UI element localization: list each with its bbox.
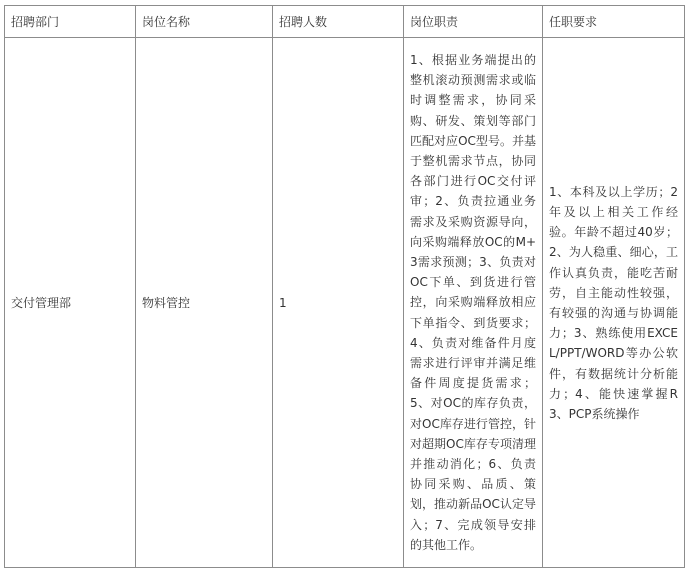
- header-position: 岗位名称: [136, 6, 273, 38]
- cell-requirements: [543, 38, 685, 568]
- table-header-row: [5, 6, 685, 38]
- cell-department: 交付管理部: [5, 38, 136, 568]
- header-headcount: 招聘人数: [273, 6, 404, 38]
- recruitment-table: [4, 5, 685, 568]
- cell-headcount: 1: [273, 38, 404, 568]
- header-duties: 岗位职责: [404, 6, 543, 38]
- header-requirements: 任职要求: [543, 6, 685, 38]
- table-row: [5, 38, 685, 568]
- duties-text: 1、根据业务端提出的整机滚动预测需求或临时调整需求，协同采购、研发、策划等部门匹配对应OC型号。并基于整机需求节点，协同各部门进行OC交付评审；2、负责拉通业务需求及采购资源导向，向采购端释放OC的M+3需求预测；3、负责对OC下单、到货进行管控，向采购端释放相应下单指令、到货要求；4、负责对维备件月度需求进行评审并满足维备件周度提货需求；5、对OC的库存负责，对OC库存进行管控，针对超期OC库存专项清理并推动消化；6、负责协同采购、品质、策划，推动新品OC认定导入；7、完成领导安排的其他工作。: [410, 52, 536, 552]
- cell-position: 物料管控: [136, 38, 273, 568]
- cell-duties: [404, 38, 543, 568]
- header-department: 招聘部门: [5, 6, 136, 38]
- requirements-text: 1、本科及以上学历；2年及以上相关工作经验。年龄不超过40岁；2、为人稳重、细心，工作认真负责，能吃苦耐劳，自主能动性较强，有较强的沟通与协调能力；3、熟练使用EXCEL/PPT/WORD等办公软件，有数据统计分析能力；4、能快速掌握R3、PCP系统操作: [549, 184, 678, 422]
